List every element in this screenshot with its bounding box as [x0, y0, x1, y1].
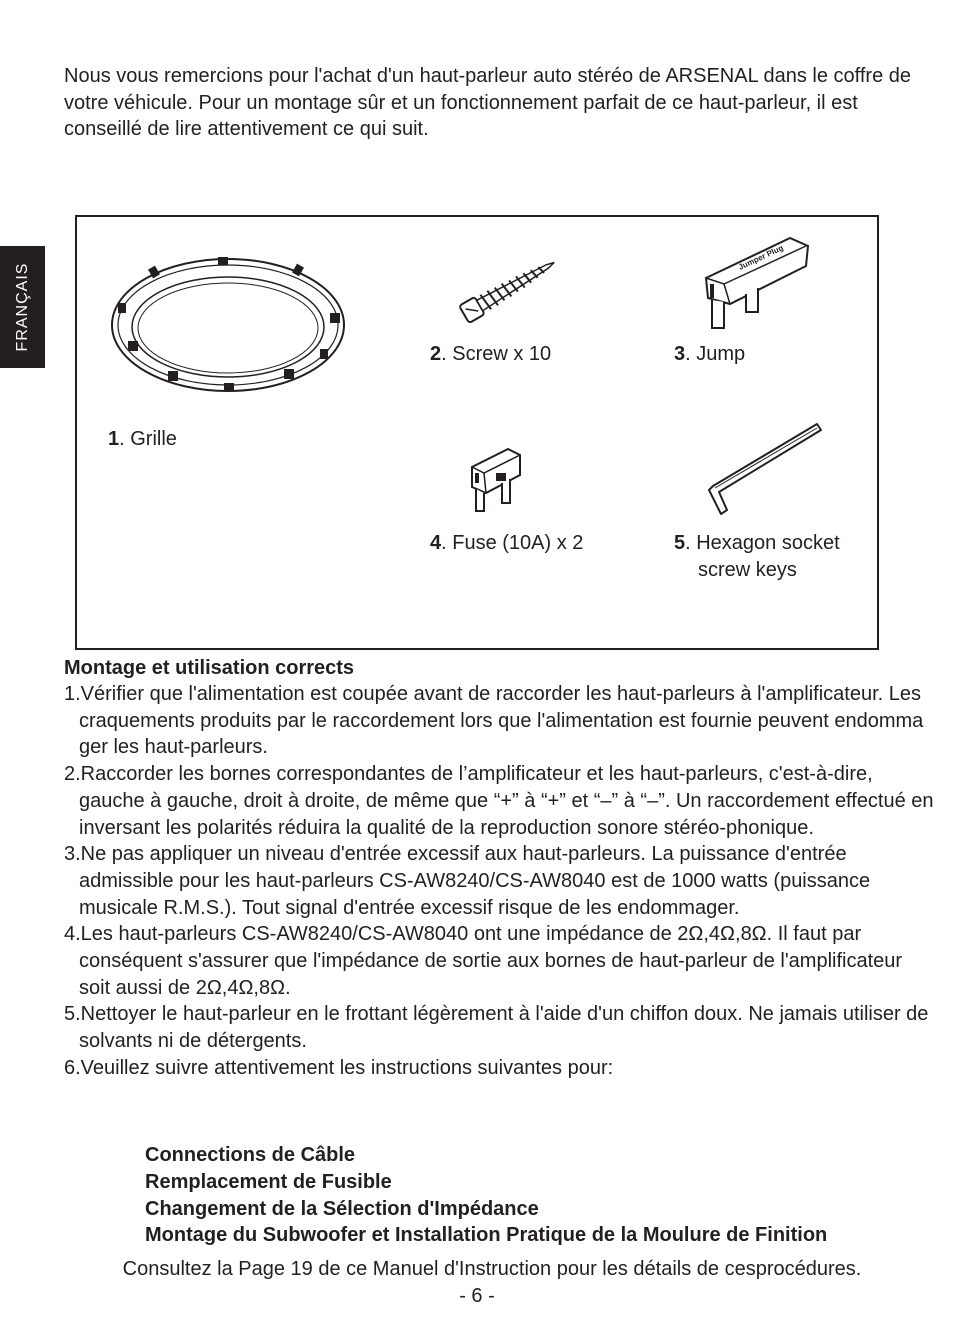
part-label-hex-key — [674, 530, 840, 584]
screw-icon — [455, 248, 565, 328]
footer-note: Consultez la Page 19 de ce Manuel d'Instruction pour les détails de cesprocédures. — [122, 1258, 862, 1280]
list-item: 5.Nettoyer le haut-parleur en le frottant légèrement à l'aide d'un chiffon doux. Ne jamais utiliser de solvants ni de détergents. — [64, 1003, 929, 1053]
procedure-item: Montage du Subwoofer et Installation Pratique de la Moulure de Finition — [145, 1224, 828, 1247]
section-heading: Montage et utilisation corrects — [64, 657, 355, 679]
part-label-grille — [108, 426, 177, 453]
grille-ring-icon — [108, 255, 348, 395]
fuse-icon — [468, 445, 528, 517]
part-number: 3 — [674, 343, 686, 365]
list-item: 1.Vérifier que l'alimentation est coupée avant de raccorder les haut-parleurs à l'amplificateur. Les craquements produits par le raccordement lors que l'alimentation est fournie peuvent endomma ger les haut-parleurs. — [64, 683, 924, 759]
procedure-item: Connections de Câble — [145, 1144, 356, 1166]
part-name: . Grille — [119, 428, 177, 450]
part-label-screw — [430, 341, 551, 368]
hex-key-icon — [705, 420, 825, 520]
language-label: FRANÇAIS — [13, 262, 31, 352]
intro-paragraph: Nous vous remercions pour l'achat d'un haut-parleur auto stéréo de ARSENAL dans le coffre de votre véhicule. Pour un montage sûr et un fonctionnement parfait de ce haut-parleur, il est conseillé de lire attentivement ce qui suit. — [64, 65, 912, 140]
instruction-list — [64, 681, 934, 1082]
part-name: . Jump — [685, 343, 746, 365]
part-number: 5 — [674, 532, 686, 554]
page-number: - 6 - — [459, 1285, 495, 1307]
procedure-item: Changement de la Sélection d'Impédance — [145, 1197, 539, 1220]
jumper-plug-text: Jumper Plug — [737, 243, 785, 272]
part-label-fuse — [430, 530, 583, 557]
procedure-list — [145, 1142, 827, 1249]
list-item: 3.Ne pas appliquer un niveau d'entrée excessif aux haut-parleurs. La puissance d'entrée admissible pour les haut-parleurs CS-AW8240/CS-AW8040 est de 1000 watts (puissance musicale R.M.S.). Tout signal d'entrée excessif risque de les endommager. — [64, 843, 871, 919]
part-label-jump — [674, 341, 745, 368]
part-number: 4 — [430, 532, 442, 554]
part-name: . Hexagon socket — [685, 532, 840, 554]
language-side-tab — [0, 246, 45, 368]
part-name: . Fuse (10A) x 2 — [441, 532, 584, 554]
list-item: 4.Les haut-parleurs CS-AW8240/CS-AW8040 ont une impédance de 2Ω,4Ω,8Ω. Il faut par conséquent s'assurer que l'impédance de sortie aux bornes de haut-parleur de l'amplificateur soit aussi de 2Ω,4Ω,8Ω. — [64, 923, 903, 999]
jumper-plug-icon — [700, 232, 815, 332]
procedure-item: Remplacement de Fusible — [145, 1170, 392, 1193]
part-name-line2: screw keys — [698, 559, 797, 581]
part-name: . Screw x 10 — [441, 343, 552, 365]
part-number: 2 — [430, 343, 442, 365]
list-item: 2.Raccorder les bornes correspondantes de l’amplificateur et les haut-parleurs, c'est-à-dire, gauche à gauche, droit à droite, de même que “+” à “+” et “–” à “–”. Un raccordement effectué en inversant les polarités réduira la qualité de la reproduction sonore stéréo-phonique. — [64, 763, 934, 839]
part-number: 1 — [108, 428, 120, 450]
list-item: 6.Veuillez suivre attentivement les instructions suivantes pour: — [64, 1056, 614, 1079]
